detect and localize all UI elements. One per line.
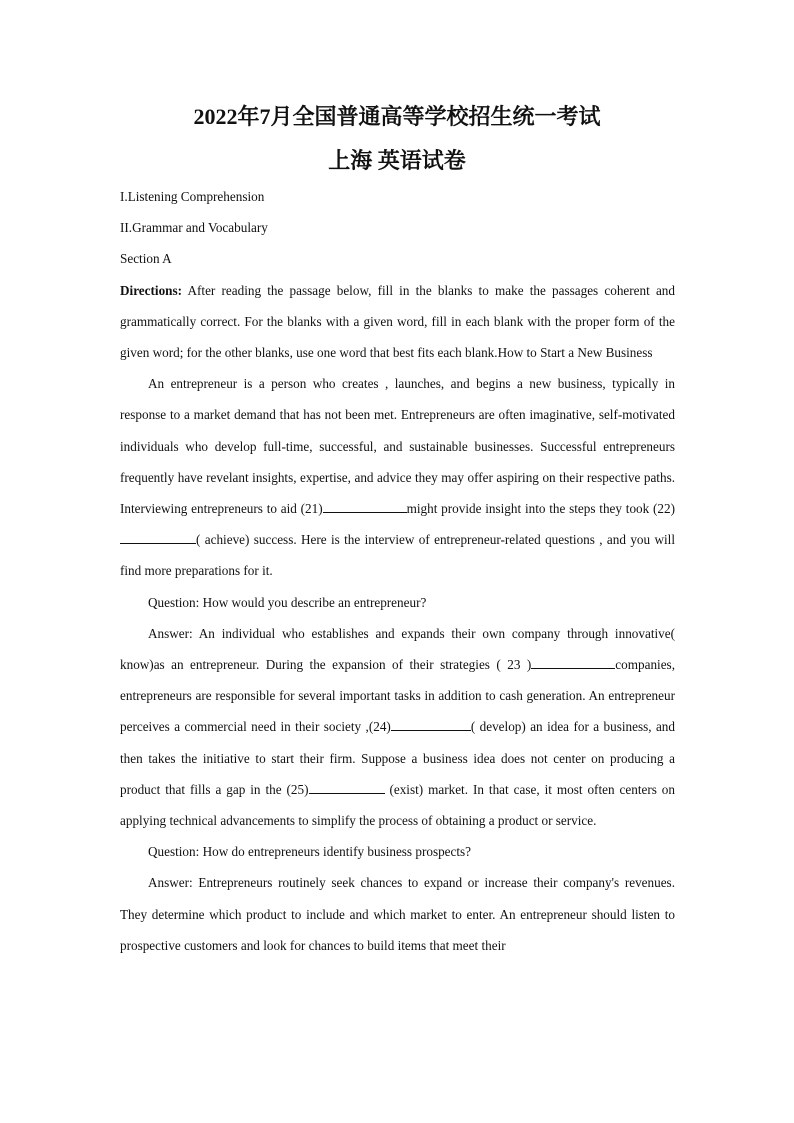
section-heading-grammar: II.Grammar and Vocabulary [120,220,268,236]
question-1: Question: How would you describe an entrepreneur? [148,594,427,610]
blank-22[interactable] [120,529,196,544]
passage-text: might provide insight into the steps they took (22) [406,501,675,517]
answer-1 [120,618,675,836]
question-2: Question: How do entrepreneurs identify business prospects? [148,844,472,860]
blank-23[interactable] [531,654,615,669]
directions-label: Directions: [120,282,183,298]
exam-title: 2022年7月全国普通高等学校招生统一考试 [193,104,601,129]
directions-paragraph [120,275,675,369]
passage-text: ( achieve) success. Here is the interview of entrepreneur-related questions , and you will find more preparations for it. [120,532,675,579]
answer-text: (exist) market. In that case, it most often centers on applying technical advancements to simplify the process of obtaining a product or service. [120,781,675,829]
section-heading-a: Section A [120,251,172,267]
answer-2: Answer: Entrepreneurs routinely seek chances to expand or increase their company's revenues. They determine which product to include and which market to enter. An entrepreneur should listen to prospective customers and look for chances to build items that meet their [120,875,675,953]
blank-24[interactable] [391,716,471,731]
directions-text: After reading the passage below, fill in the blanks to make the passages coherent and grammatically correct. For the blanks with a given word, fill in each blank with the proper form of the given word; for the other blanks, use one word that best fits each blank.How to Start a New Business [120,282,675,361]
section-heading-listening: I.Listening Comprehension [120,189,265,204]
blank-25[interactable] [309,779,385,794]
answer-text: ( develop) an idea for a business, and then takes the initiative to start their firm. Suppose a business idea does not center on producing a product that fills a gap in the (25) [120,719,675,797]
passage-paragraph-1 [120,368,675,586]
document-body [120,181,675,961]
exam-subtitle: 上海 英语试卷 [328,148,466,173]
answer-text: companies, entrepreneurs are responsible for several important tasks in addition to cash generation. An entrepreneur perceives a commercial need in their society ,(24) [120,657,675,735]
passage-text: An entrepreneur is a person who creates , launches, and begins a new business, typically in response to a market demand that has not been met. Entrepreneurs are often imaginative, self-motivated individuals who develop full-time, successful, and sustainable businesses. Successful entrepreneurs frequently have revelant insights, expertise, and advice they may offer aspiring on their respective paths. Interviewing entrepreneurs to aid (21) [120,376,675,517]
answer-text: Answer: An individual who establishes and expands their own company through innovative( know)as an entrepreneur. During the expansion of their strategies ( 23 ) [120,625,675,673]
blank-21[interactable] [323,498,407,513]
